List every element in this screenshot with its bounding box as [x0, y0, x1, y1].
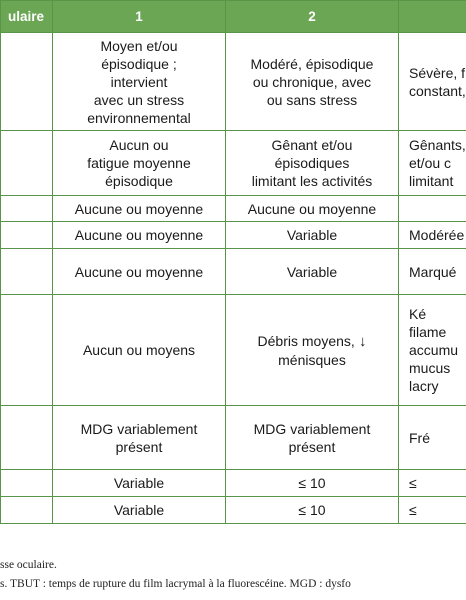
grade-3-cell: Marqué [399, 249, 466, 295]
table-row [1, 470, 466, 497]
grade-2-cell: ≤ 10 [226, 470, 399, 497]
grade-1-cell: Variable [53, 470, 226, 497]
table-row [1, 222, 466, 249]
header-grade-1: 1 [53, 1, 226, 33]
table-row [1, 497, 466, 524]
footnote-line-1: sse oculaire. [0, 559, 57, 571]
grade-1-cell: Moyen et/ou épisodique ; intervient avec un stress environnemental [53, 33, 226, 131]
row-criterion-cell [1, 295, 53, 406]
down-arrow-icon: ↓ [354, 332, 367, 350]
grade-3-cell: Gênants, et/ou c limitant [399, 131, 466, 196]
grade-1-cell: Aucune ou moyenne [53, 249, 226, 295]
grade-3-cell: Fré [399, 406, 466, 470]
row-criterion-cell [1, 222, 53, 249]
table-header-row [1, 1, 466, 33]
row-criterion-cell [1, 497, 53, 524]
table-row [1, 295, 466, 406]
footnote-line-2: s. TBUT : temps de rupture du film lacrymal à la fluorescéine. MGD : dysfo [0, 578, 351, 590]
grade-3-cell: ≤ [399, 497, 466, 524]
grade-1-cell: Variable [53, 497, 226, 524]
grade-3-cell: Sévère, f constant, [399, 33, 466, 131]
grade-2-cell: Gênant et/ou épisodiques limitant les activités [226, 131, 399, 196]
grade-2-cell: MDG variablement présent [226, 406, 399, 470]
grade-3-cell: Ké filame accumu mucus lacry [399, 295, 466, 406]
grade-1-cell: MDG variablement présent [53, 406, 226, 470]
grade-2-cell: ≤ 10 [226, 497, 399, 524]
grade-2-cell: Aucune ou moyenne [226, 196, 399, 222]
grade-1-cell: Aucune ou moyenne [53, 222, 226, 249]
row-criterion-cell [1, 33, 53, 131]
row-criterion-cell [1, 131, 53, 196]
table-footnotes [0, 556, 466, 594]
header-grade-2: 2 [226, 1, 399, 33]
grade-2-cell: Variable [226, 249, 399, 295]
table-row [1, 33, 466, 131]
header-grade-3 [399, 1, 466, 33]
table-row [1, 406, 466, 470]
row-criterion-cell [1, 470, 53, 497]
row-criterion-cell [1, 196, 53, 222]
grade-3-cell [399, 196, 466, 222]
table-body [1, 33, 466, 524]
grade-3-cell: Modérée [399, 222, 466, 249]
grade-1-cell: Aucune ou moyenne [53, 196, 226, 222]
grade-3-cell: ≤ [399, 470, 466, 497]
table-row [1, 196, 466, 222]
grade-2-cell: Débris moyens, ↓ ménisques [226, 295, 399, 406]
table-row [1, 249, 466, 295]
row-criterion-cell [1, 406, 53, 470]
row-criterion-cell [1, 249, 53, 295]
grade-2-cell: Variable [226, 222, 399, 249]
header-criterion: ulaire [1, 1, 53, 33]
grade-1-cell: Aucun ou fatigue moyenne épisodique [53, 131, 226, 196]
grade-2-cell: Modéré, épisodique ou chronique, avec ou sans stress [226, 33, 399, 131]
grade-1-cell: Aucun ou moyens [53, 295, 226, 406]
table-row [1, 131, 466, 196]
